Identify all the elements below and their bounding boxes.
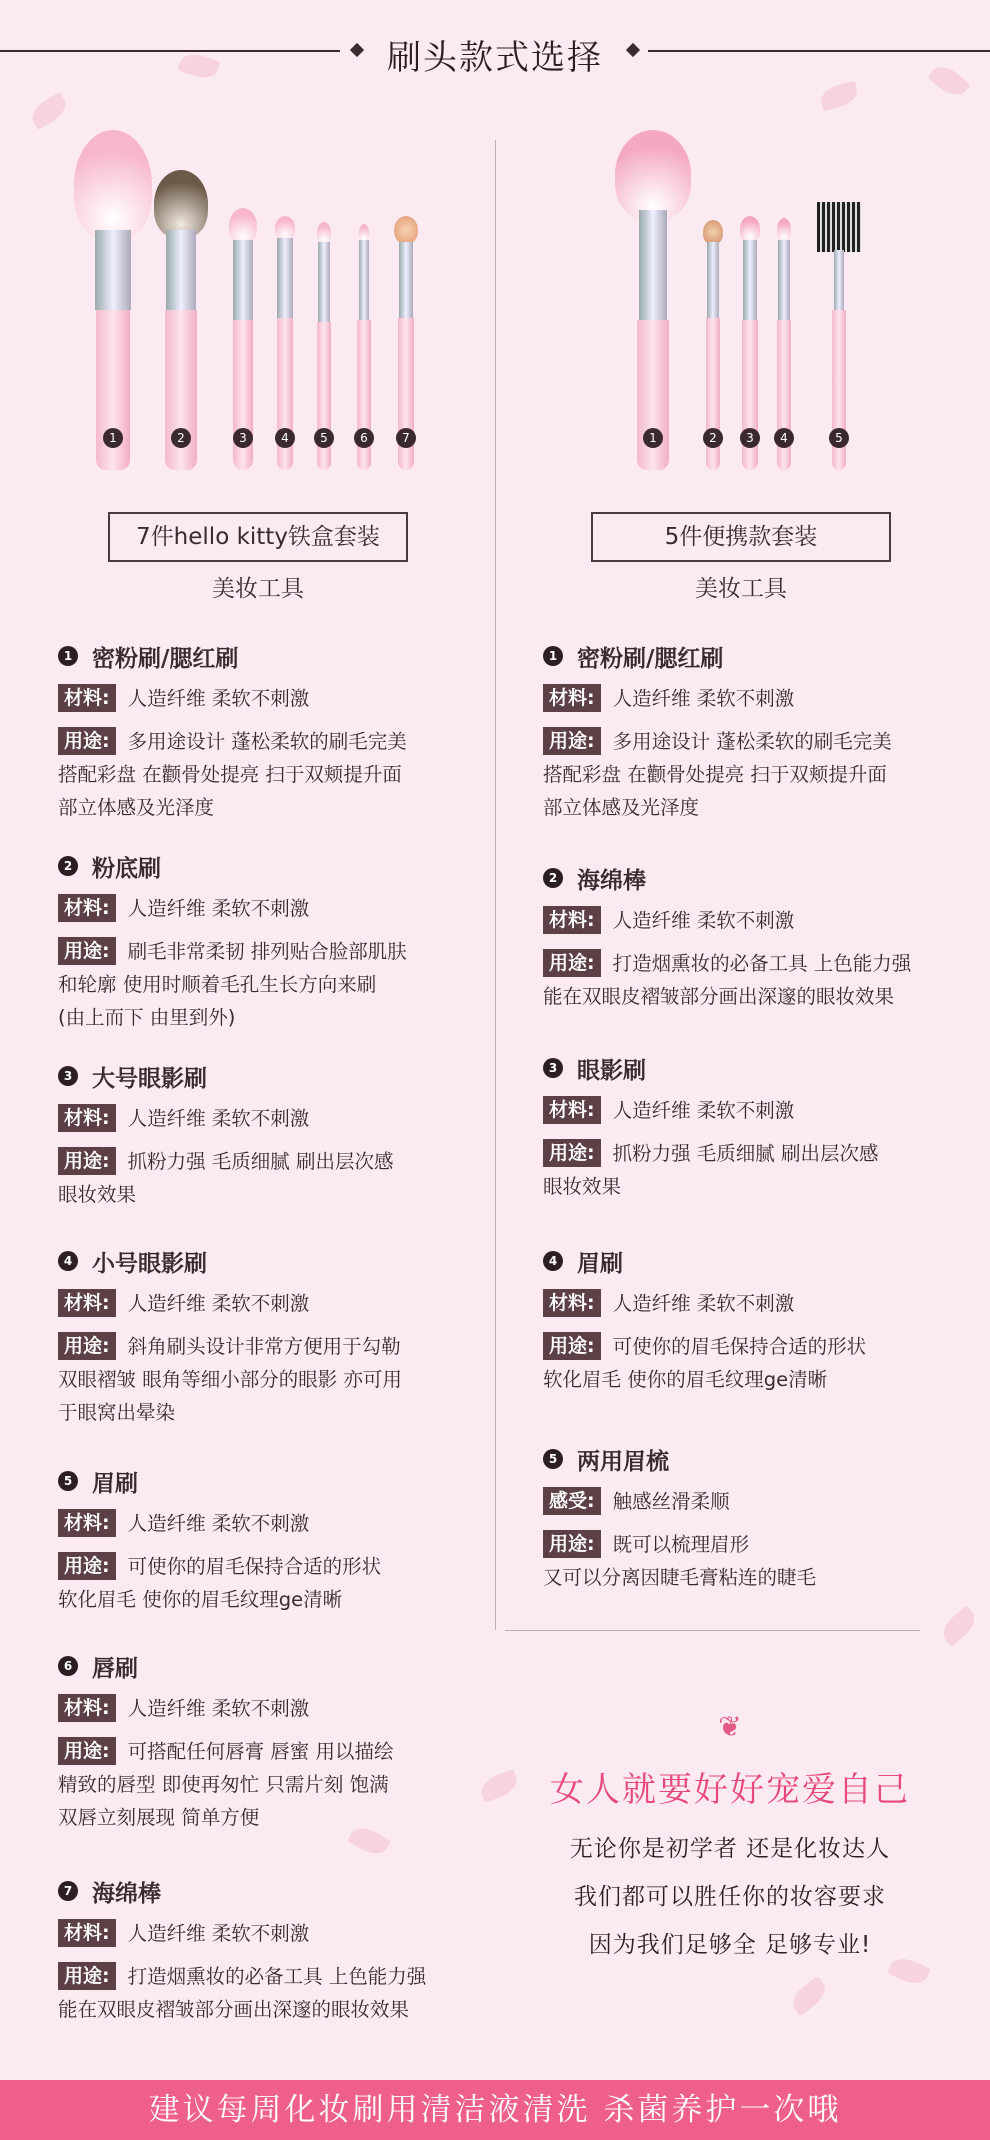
item-row — [58, 791, 478, 824]
brush-number-badge: 4 — [774, 428, 794, 448]
label-tag: 材料: — [58, 1289, 116, 1317]
brush-3 — [223, 130, 263, 470]
item-number-badge: 2 — [543, 868, 563, 888]
item-7 — [58, 1875, 478, 2026]
item-number-badge: 5 — [58, 1471, 78, 1491]
row-text: 人造纤维 柔软不刺激 — [127, 1292, 310, 1315]
row-text: 人造纤维 柔软不刺激 — [612, 687, 795, 710]
item-number-badge: 5 — [543, 1449, 563, 1469]
item-title: 眼影刷 — [577, 1057, 646, 1084]
item-title: 眉刷 — [577, 1250, 623, 1277]
row-text: 触感丝滑柔顺 — [612, 1490, 730, 1513]
label-tag: 用途: — [58, 1962, 116, 1990]
row-text: 人造纤维 柔软不刺激 — [612, 1292, 795, 1315]
item-number-badge: 4 — [58, 1251, 78, 1271]
row-text: 能在双眼皮褶皱部分画出深邃的眼妆效果 — [58, 1998, 410, 2021]
row-text: 精致的唇型 即使再匆忙 只需片刻 饱满 — [58, 1773, 389, 1796]
item-title: 海绵棒 — [92, 1880, 161, 1907]
row-text: 和轮廓 使用时顺着毛孔生长方向来刷 — [58, 973, 377, 996]
label-tag: 用途: — [543, 1139, 601, 1167]
item-row — [543, 1363, 973, 1396]
right-bottom-divider — [505, 1630, 920, 1631]
item-row — [543, 1485, 973, 1518]
row-text: 双唇立刻展现 简单方便 — [58, 1806, 260, 1829]
row-text: 部立体感及光泽度 — [543, 796, 700, 819]
brush-5-comb — [809, 130, 869, 470]
item-number-badge: 6 — [58, 1656, 78, 1676]
label-tag: 材料: — [58, 1104, 116, 1132]
item-row — [58, 1330, 478, 1363]
brush-number-badge: 7 — [396, 428, 416, 448]
item-row — [58, 892, 478, 925]
brush-number-badge: 6 — [354, 428, 374, 448]
section-header — [0, 26, 990, 78]
row-text: 既可以梳理眉形 — [612, 1533, 750, 1556]
label-tag: 用途: — [58, 1552, 116, 1580]
item-heading — [58, 1245, 478, 1277]
row-text: 软化眉毛 使你的眉毛纹理ge清晰 — [543, 1368, 828, 1391]
brush-3 — [733, 130, 767, 470]
item-number-badge: 1 — [58, 646, 78, 666]
brush-number-badge: 2 — [703, 428, 723, 448]
item-row — [58, 1178, 478, 1211]
item-heading — [543, 1443, 973, 1475]
row-text: 多用途设计 蓬松柔软的刷毛完美 — [127, 730, 407, 753]
item-number-badge: 7 — [58, 1881, 78, 1901]
label-tag: 材料: — [543, 684, 601, 712]
label-tag: 用途: — [58, 937, 116, 965]
item-4 — [543, 1245, 973, 1396]
item-2 — [58, 850, 478, 1034]
row-text: 人造纤维 柔软不刺激 — [127, 897, 310, 920]
item-row — [543, 758, 973, 791]
item-title: 粉底刷 — [92, 855, 161, 882]
item-number-badge: 3 — [58, 1066, 78, 1086]
brush-set-image-5pc — [613, 120, 853, 470]
item-row — [543, 1137, 973, 1170]
item-number-badge: 1 — [543, 646, 563, 666]
item-1 — [543, 640, 973, 824]
petal-decoration — [787, 1976, 831, 2016]
label-tag: 用途: — [58, 1147, 116, 1175]
item-heading — [58, 850, 478, 882]
header-line-left — [0, 50, 340, 52]
brush-6 — [349, 130, 379, 470]
label-tag: 用途: — [543, 1530, 601, 1558]
brush-number-badge: 1 — [103, 428, 123, 448]
item-row — [58, 968, 478, 1001]
item-row — [543, 1287, 973, 1320]
row-text: 多用途设计 蓬松柔软的刷毛完美 — [612, 730, 892, 753]
label-tag: 材料: — [543, 1289, 601, 1317]
item-number-badge: 2 — [58, 856, 78, 876]
item-heading — [58, 1060, 478, 1092]
row-text: 人造纤维 柔软不刺激 — [612, 909, 795, 932]
brush-number-badge: 5 — [829, 428, 849, 448]
brush-number-badge: 2 — [171, 428, 191, 448]
item-3 — [58, 1060, 478, 1211]
item-row — [58, 1550, 478, 1583]
brush-5 — [309, 130, 339, 470]
row-text: 打造烟熏妆的必备工具 上色能力强 — [127, 1965, 427, 1988]
brush-set-image-7pc — [73, 120, 453, 470]
item-row — [58, 1145, 478, 1178]
item-row — [543, 1170, 973, 1203]
brush-number-badge: 1 — [643, 428, 663, 448]
brush-7 — [389, 130, 423, 470]
row-text: 斜角刷头设计非常方便用于勾勒 — [127, 1335, 401, 1358]
label-tag: 用途: — [58, 727, 116, 755]
column-divider — [495, 140, 496, 1630]
item-row — [58, 1001, 478, 1034]
item-number-badge: 4 — [543, 1251, 563, 1271]
label-tag: 用途: — [58, 1332, 116, 1360]
item-row — [58, 1917, 478, 1950]
brush-number-badge: 5 — [314, 428, 334, 448]
item-row — [58, 1507, 478, 1540]
label-tag: 用途: — [543, 727, 601, 755]
brush-4 — [769, 130, 799, 470]
petal-decoration — [937, 1605, 980, 1646]
row-text: 眼妆效果 — [58, 1183, 137, 1206]
item-row — [543, 1561, 973, 1594]
row-text: 软化眉毛 使你的眉毛纹理ge清晰 — [58, 1588, 343, 1611]
row-text: 部立体感及光泽度 — [58, 796, 215, 819]
item-row — [58, 1102, 478, 1135]
item-row — [58, 682, 478, 715]
item-heading — [58, 1650, 478, 1682]
item-row — [543, 947, 973, 980]
label-tag: 用途: — [543, 1332, 601, 1360]
ornament-icon: ❦ — [718, 1710, 742, 1743]
row-text: 于眼窝出晕染 — [58, 1401, 176, 1424]
row-text: 搭配彩盘 在颧骨处提亮 扫于双颊提升面 — [543, 763, 887, 786]
brush-number-badge: 3 — [233, 428, 253, 448]
item-2 — [543, 862, 973, 1013]
item-heading — [543, 640, 973, 672]
item-row — [58, 1583, 478, 1616]
brush-2 — [151, 130, 211, 470]
item-5 — [543, 1443, 973, 1594]
item-row — [543, 904, 973, 937]
row-text: 人造纤维 柔软不刺激 — [127, 687, 310, 710]
item-row — [58, 935, 478, 968]
row-text: 人造纤维 柔软不刺激 — [127, 1922, 310, 1945]
row-text: 搭配彩盘 在颧骨处提亮 扫于双颊提升面 — [58, 763, 402, 786]
item-row — [58, 1801, 478, 1834]
label-tag: 用途: — [58, 1737, 116, 1765]
brush-number-badge: 4 — [275, 428, 295, 448]
label-tag: 材料: — [58, 894, 116, 922]
item-number-badge: 3 — [543, 1058, 563, 1078]
set-subtitle: 美妆工具 — [695, 576, 787, 602]
petal-decoration — [27, 92, 71, 130]
row-text: 又可以分离因睫毛膏粘连的睫毛 — [543, 1566, 817, 1589]
label-tag: 材料: — [543, 906, 601, 934]
row-text: 人造纤维 柔软不刺激 — [127, 1697, 310, 1720]
slogan-line: 因为我们足够全 足够专业! — [588, 1932, 872, 1958]
label-tag: 材料: — [58, 1509, 116, 1537]
item-row — [58, 1993, 478, 2026]
item-row — [58, 1960, 478, 1993]
row-text: 人造纤维 柔软不刺激 — [127, 1512, 310, 1535]
item-row — [543, 980, 973, 1013]
row-text: 抓粉力强 毛质细腻 刷出层次感 — [127, 1150, 394, 1173]
item-row — [58, 1692, 478, 1725]
set-subtitle: 美妆工具 — [212, 576, 304, 602]
row-text: 可使你的眉毛保持合适的形状 — [127, 1555, 382, 1578]
item-title: 小号眼影刷 — [92, 1250, 207, 1277]
item-3 — [543, 1052, 973, 1203]
label-tag: 材料: — [543, 1096, 601, 1124]
slogan-title: 女人就要好好宠爱自己 — [550, 1770, 910, 1810]
brush-1 — [613, 130, 693, 470]
item-heading — [58, 640, 478, 672]
label-tag: 用途: — [543, 949, 601, 977]
item-title: 海绵棒 — [577, 867, 646, 894]
slogan-line: 无论你是初学者 还是化妆达人 — [569, 1836, 891, 1862]
brush-number-badge: 3 — [740, 428, 760, 448]
item-row — [58, 1768, 478, 1801]
item-row — [543, 682, 973, 715]
item-title: 密粉刷/腮红刷 — [577, 645, 724, 672]
row-text: 打造烟熏妆的必备工具 上色能力强 — [612, 952, 912, 975]
item-4 — [58, 1245, 478, 1429]
item-title: 眉刷 — [92, 1470, 138, 1497]
footer-banner: 建议每周化妆刷用清洁液清洗 杀菌养护一次哦 — [0, 2080, 990, 2140]
item-heading — [543, 1052, 973, 1084]
item-heading — [543, 1245, 973, 1277]
item-row — [543, 1094, 973, 1127]
row-text: 抓粉力强 毛质细腻 刷出层次感 — [612, 1142, 879, 1165]
row-text: (由上而下 由里到外) — [58, 1006, 236, 1029]
row-text: 双眼褶皱 眼角等细小部分的眼影 亦可用 — [58, 1368, 402, 1391]
item-row — [543, 725, 973, 758]
item-6 — [58, 1650, 478, 1834]
item-row — [58, 1363, 478, 1396]
row-text: 能在双眼皮褶皱部分画出深邃的眼妆效果 — [543, 985, 895, 1008]
row-text: 可搭配任何唇膏 唇蜜 用以描绘 — [127, 1740, 394, 1763]
row-text: 人造纤维 柔软不刺激 — [612, 1099, 795, 1122]
item-title: 大号眼影刷 — [92, 1065, 207, 1092]
row-text: 可使你的眉毛保持合适的形状 — [612, 1335, 867, 1358]
brush-4 — [269, 130, 301, 470]
item-row — [543, 791, 973, 824]
page-title: 刷头款式选择 — [387, 38, 603, 78]
item-heading — [58, 1875, 478, 1907]
item-heading — [543, 862, 973, 894]
item-row — [543, 1528, 973, 1561]
item-title: 唇刷 — [92, 1655, 138, 1682]
row-text: 刷毛非常柔韧 排列贴合脸部肌肤 — [127, 940, 407, 963]
label-tag: 材料: — [58, 1919, 116, 1947]
item-heading — [58, 1465, 478, 1497]
item-title: 密粉刷/腮红刷 — [92, 645, 239, 672]
row-text: 人造纤维 柔软不刺激 — [127, 1107, 310, 1130]
header-line-right — [648, 50, 990, 52]
item-title: 两用眉梳 — [577, 1448, 669, 1475]
brush-1 — [73, 130, 153, 470]
item-row — [543, 1330, 973, 1363]
petal-decoration — [818, 80, 860, 111]
item-1 — [58, 640, 478, 824]
set-name-box: 5件便携款套装 — [591, 512, 891, 562]
slogan-line: 我们都可以胜任你的妆容要求 — [574, 1884, 886, 1910]
item-row — [58, 1735, 478, 1768]
label-tag: 材料: — [58, 684, 116, 712]
set-name-box: 7件hello kitty铁盒套装 — [108, 512, 408, 562]
item-row — [58, 1287, 478, 1320]
item-5 — [58, 1465, 478, 1616]
item-row — [58, 725, 478, 758]
row-text: 眼妆效果 — [543, 1175, 622, 1198]
label-tag: 感受: — [543, 1487, 601, 1515]
label-tag: 材料: — [58, 1694, 116, 1722]
item-row — [58, 758, 478, 791]
item-row — [58, 1396, 478, 1429]
brush-2 — [699, 130, 727, 470]
